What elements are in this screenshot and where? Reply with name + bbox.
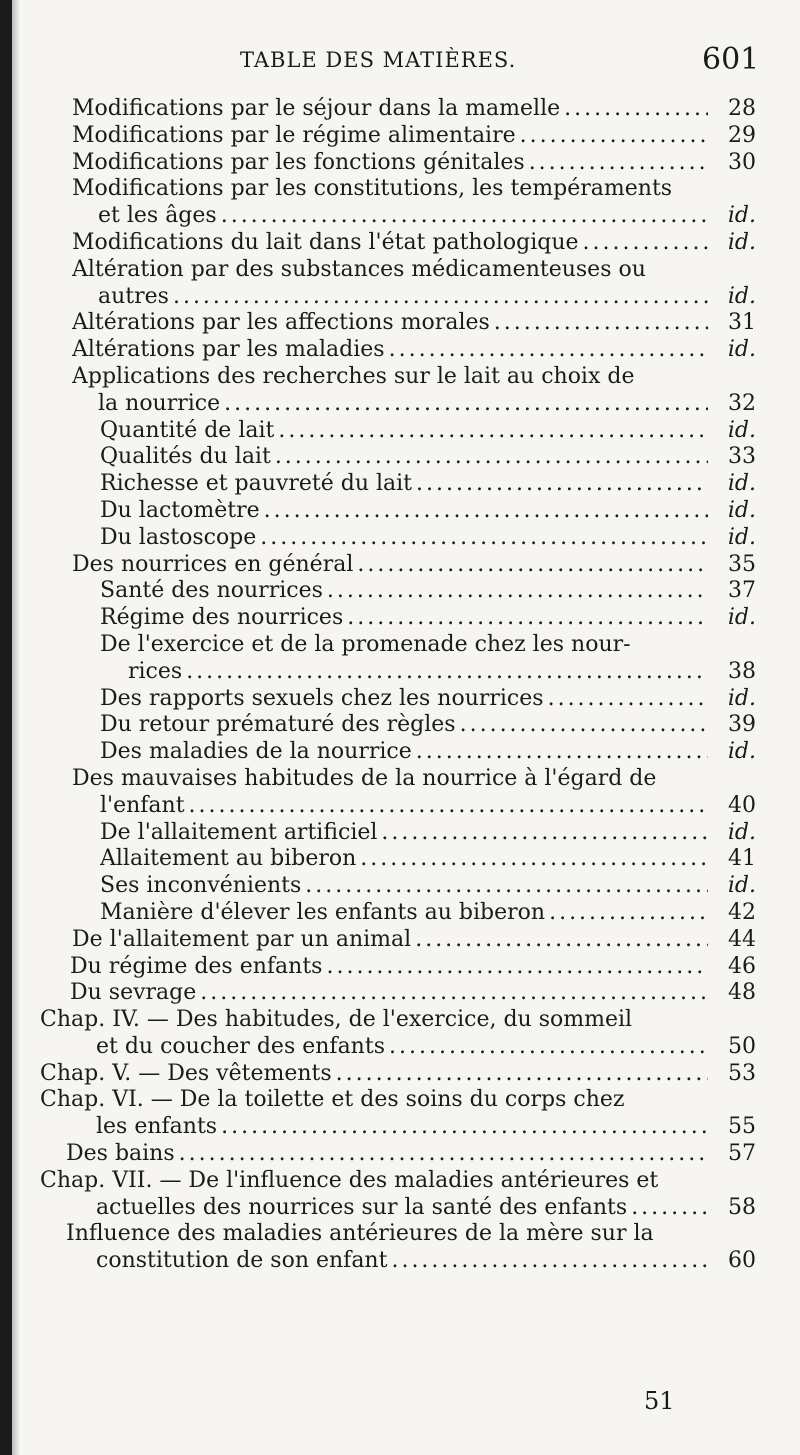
- toc-entry-page: 50: [728, 1033, 756, 1059]
- toc-entry-label: et les âges: [98, 203, 221, 228]
- toc-entry-page: 40: [728, 792, 756, 818]
- toc-entry-label: la nourrice: [98, 391, 224, 416]
- toc-entry-text: [100, 578, 708, 605]
- toc-entry-page: 39: [728, 712, 756, 738]
- toc-entry-text: [40, 1007, 636, 1034]
- toc-entry: [12, 820, 800, 847]
- toc-entry-text: [72, 230, 708, 257]
- page-title: TABLE DES MATIÈRES.: [240, 48, 517, 72]
- toc-entry-page: 30: [728, 149, 756, 175]
- toc-entry-label: autres: [98, 284, 173, 309]
- toc-entry-label: Santé des nourrices: [100, 578, 327, 603]
- toc-entry-label: Du retour prématuré des règles: [100, 712, 460, 737]
- toc-entry-text: [98, 203, 708, 230]
- toc-entry-page: id.: [727, 203, 756, 229]
- toc-entry: [12, 176, 800, 203]
- toc-entry-label: Manière d'élever les enfants au biberon: [100, 900, 549, 925]
- toc-entry-label: Applications des recherches sur le lait au choix de: [72, 364, 638, 389]
- toc-entry: [12, 1087, 800, 1114]
- toc-entry-text: [100, 498, 708, 525]
- toc-entry: [12, 337, 800, 364]
- toc-entry-label: constitution de son enfant: [96, 1248, 391, 1273]
- toc-entry-text: [98, 284, 708, 311]
- toc-entry-text: [96, 1034, 708, 1061]
- toc-entry-label: Richesse et pauvreté du lait: [100, 471, 416, 496]
- toc-entry-text: [100, 444, 708, 471]
- toc-entry-label: De l'allaitement artificiel: [100, 820, 381, 845]
- toc-entry-label: Quantité de lait: [100, 418, 278, 443]
- toc-entry-text: [128, 659, 708, 686]
- toc-entry: [12, 873, 800, 900]
- toc-entry: [12, 123, 800, 150]
- toc-entry-page: id.: [727, 471, 756, 497]
- toc-entry-label: Modifications par les fonctions génitales: [72, 150, 529, 175]
- toc-entry-page: 48: [728, 980, 756, 1006]
- toc-entry: [12, 310, 800, 337]
- toc-entry: [12, 766, 800, 793]
- toc-entry-text: [70, 954, 708, 981]
- toc-entry-page: id.: [727, 283, 756, 309]
- running-header: [12, 44, 800, 84]
- toc-entry-text: [100, 793, 708, 820]
- toc-entry-text: [100, 873, 708, 900]
- toc-entry-label: et du coucher des enfants: [96, 1034, 389, 1059]
- toc-entry-text: [98, 391, 708, 418]
- toc-entry-label: rices: [128, 659, 186, 684]
- toc-entry-page: id.: [727, 497, 756, 523]
- toc-entry: [12, 659, 800, 686]
- toc-entry: [12, 954, 800, 981]
- toc-entry-text: [72, 766, 660, 793]
- toc-entry: [12, 552, 800, 579]
- toc-entry-text: [40, 1168, 662, 1195]
- toc-entry-text: [96, 1195, 708, 1222]
- toc-entry-text: [100, 418, 708, 445]
- toc-entry: [12, 1195, 800, 1222]
- toc-entry-page: 55: [728, 1114, 756, 1140]
- toc-entry: [12, 230, 800, 257]
- toc-entry: [12, 257, 800, 284]
- toc-entry-page: id.: [727, 229, 756, 255]
- toc-entry: [12, 686, 800, 713]
- toc-entry: [12, 1061, 800, 1088]
- toc-entry-text: [72, 927, 708, 954]
- toc-entry-text: [72, 123, 708, 150]
- toc-entry-label: Des bains: [66, 1141, 179, 1166]
- toc-entry-label: Régime des nourrices: [100, 605, 347, 630]
- toc-entry: [12, 578, 800, 605]
- toc-entry: [12, 712, 800, 739]
- toc-entry-page: 38: [728, 658, 756, 684]
- toc-entry-label: Chap. VII. — De l'influence des maladies antérieures et: [40, 1168, 662, 1193]
- toc-entry: [12, 471, 800, 498]
- toc-entry-text: [100, 820, 708, 847]
- toc-entry: [12, 444, 800, 471]
- toc-entry-label: Modifications par le séjour dans la mamelle: [72, 96, 564, 121]
- toc-entry-text: [72, 257, 650, 284]
- toc-entry-label: Ses inconvénients: [100, 873, 305, 898]
- toc-entry-page: 31: [728, 310, 756, 336]
- toc-entry-page: id.: [727, 605, 756, 631]
- toc-entry: [12, 284, 800, 311]
- toc-entry: [12, 96, 800, 123]
- toc-entry-text: [72, 337, 708, 364]
- toc-entry: [12, 364, 800, 391]
- toc-entry-text: [40, 1061, 708, 1088]
- toc-entry: [12, 150, 800, 177]
- toc-entry-text: [40, 1087, 628, 1114]
- toc-entry-page: id.: [727, 819, 756, 845]
- toc-entry-text: [96, 1114, 708, 1141]
- toc-entry-label: De l'exercice et de la promenade chez les nour-: [100, 632, 635, 657]
- book-page: [12, 0, 800, 1455]
- toc-entry-text: [100, 471, 708, 498]
- toc-entry: [12, 900, 800, 927]
- toc-entry-text: [72, 552, 708, 579]
- toc-entry: [12, 980, 800, 1007]
- toc-entry-label: Du lastoscope: [100, 525, 260, 550]
- toc-entry: [12, 632, 800, 659]
- toc-entry-text: [100, 605, 708, 632]
- page-number: 601: [702, 42, 760, 77]
- toc-entry: [12, 739, 800, 766]
- toc-entry: [12, 605, 800, 632]
- toc-entry-label: Des nourrices en général: [72, 552, 357, 577]
- toc-entry-label: Des rapports sexuels chez les nourrices: [100, 686, 548, 711]
- toc-entry: [12, 846, 800, 873]
- toc-entry-text: [100, 632, 635, 659]
- toc-entry-label: Altérations par les affections morales: [72, 310, 494, 335]
- toc-entry-label: Modifications par les constitutions, les tempéraments: [72, 176, 676, 201]
- toc-entry-label: Chap. VI. — De la toilette et des soins du corps chez: [40, 1087, 628, 1112]
- toc-entry: [12, 418, 800, 445]
- toc-entry-text: [66, 1221, 658, 1248]
- toc-entry-text: [72, 150, 708, 177]
- toc-entry-label: Altérations par les maladies: [72, 337, 389, 362]
- toc-entry-label: Du régime des enfants: [70, 954, 326, 979]
- toc-entry-page: 46: [728, 953, 756, 979]
- toc-entry-text: [72, 96, 708, 123]
- toc-entry-page: 33: [728, 444, 756, 470]
- signature-mark: 51: [644, 1387, 675, 1415]
- toc-entry-label: De l'allaitement par un animal: [72, 927, 415, 952]
- toc-entry-label: Modifications du lait dans l'état pathologique: [72, 230, 583, 255]
- toc-entry-text: [100, 739, 708, 766]
- toc-entry-text: [66, 1141, 708, 1168]
- toc-entry-label: l'enfant: [100, 793, 189, 818]
- toc-entry: [12, 793, 800, 820]
- toc-entry: [12, 1248, 800, 1275]
- toc-entry: [12, 1114, 800, 1141]
- toc-entry-text: [100, 712, 708, 739]
- toc-entry-label: Allaitement au biberon: [100, 846, 360, 871]
- toc-entry: [12, 1221, 800, 1248]
- toc-entry: [12, 1034, 800, 1061]
- toc-entry-label: les enfants: [96, 1114, 221, 1139]
- toc-entry-page: id.: [727, 739, 756, 765]
- toc-entry-page: id.: [727, 524, 756, 550]
- toc-entry-page: id.: [727, 337, 756, 363]
- toc-entry: [12, 203, 800, 230]
- toc-entry-text: [70, 980, 708, 1007]
- toc-entry: [12, 391, 800, 418]
- toc-entry-text: [100, 846, 708, 873]
- toc-entry-text: [100, 525, 708, 552]
- toc-entry-page: 53: [728, 1060, 756, 1086]
- toc-entry-label: Altération par des substances médicamenteuses ou: [72, 257, 650, 282]
- toc-entry-label: actuelles des nourrices sur la santé des enfants: [96, 1195, 631, 1220]
- table-of-contents: [12, 96, 800, 1275]
- toc-entry-label: Du sevrage: [70, 980, 200, 1005]
- toc-entry-label: Chap. V. — Des vêtements: [40, 1061, 336, 1086]
- toc-entry-text: [100, 900, 708, 927]
- toc-entry-page: 32: [728, 390, 756, 416]
- toc-entry-text: [100, 686, 708, 713]
- toc-entry-page: 35: [728, 551, 756, 577]
- toc-entry-label: Des mauvaises habitudes de la nourrice à l'égard de: [72, 766, 660, 791]
- toc-entry-page: 37: [728, 578, 756, 604]
- toc-entry: [12, 927, 800, 954]
- toc-entry-label: Qualités du lait: [100, 444, 275, 469]
- toc-entry-page: 42: [728, 899, 756, 925]
- toc-entry: [12, 525, 800, 552]
- toc-entry-label: Des maladies de la nourrice: [100, 739, 416, 764]
- toc-entry-page: id.: [727, 685, 756, 711]
- toc-entry-page: 60: [728, 1248, 756, 1274]
- toc-entry-page: 58: [728, 1194, 756, 1220]
- toc-entry-page: 41: [728, 846, 756, 872]
- toc-entry: [12, 1168, 800, 1195]
- toc-entry-label: Du lactomètre: [100, 498, 264, 523]
- toc-entry: [12, 1141, 800, 1168]
- toc-entry-text: [72, 310, 708, 337]
- toc-entry-text: [96, 1248, 708, 1275]
- toc-entry-text: [72, 364, 638, 391]
- toc-entry-page: 44: [728, 926, 756, 952]
- toc-entry-text: [72, 176, 676, 203]
- toc-entry-label: Influence des maladies antérieures de la mère sur la: [66, 1221, 658, 1246]
- toc-entry-page: 28: [728, 96, 756, 121]
- toc-entry-page: id.: [727, 417, 756, 443]
- toc-entry-page: 29: [728, 122, 756, 148]
- toc-entry-page: 57: [728, 1141, 756, 1167]
- toc-entry-label: Chap. IV. — Des habitudes, de l'exercice, du sommeil: [40, 1007, 636, 1032]
- toc-entry-page: id.: [727, 873, 756, 899]
- toc-entry: [12, 1007, 800, 1034]
- toc-entry: [12, 498, 800, 525]
- toc-entry-label: Modifications par le régime alimentaire: [72, 123, 520, 148]
